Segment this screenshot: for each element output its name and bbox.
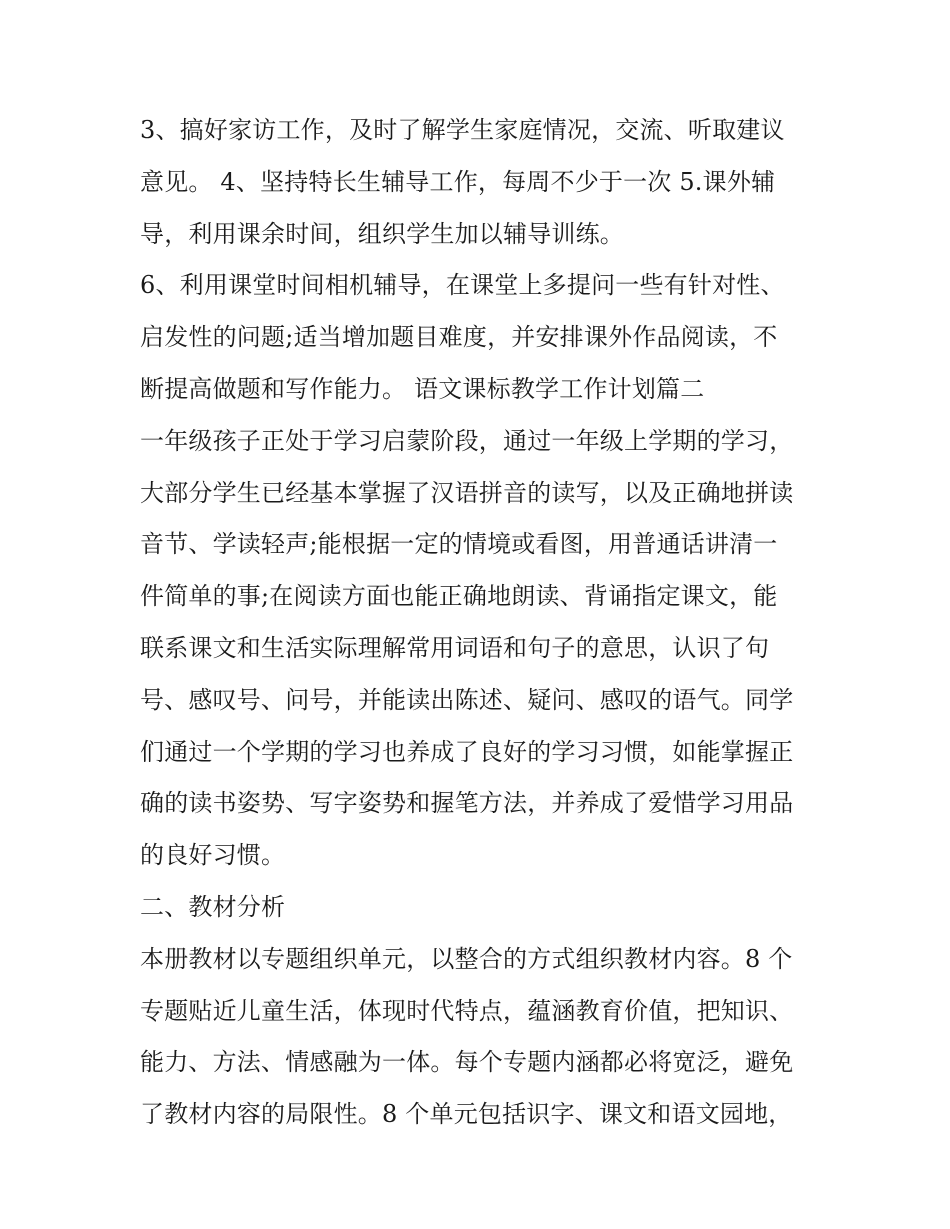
text-line: 确的读书姿势、写字姿势和握笔方法，并养成了爱惜学习用品 [140,789,794,818]
text-line: 的良好习惯。 [140,841,286,870]
text-line: 大部分学生已经基本掌握了汉语拼音的读写，以及正确地拼读 [140,478,794,507]
text-line: 能力、方法、情感融为一体。每个专题内涵都必将宽泛，避免 [140,1048,794,1077]
text-line: 了教材内容的局限性。8 个单元包括识字、课文和语文园地， [140,1100,793,1129]
text-line: 6、利用课堂时间相机辅导，在课堂上多提问一些有针对性、 [140,271,785,300]
text-line: 启发性的问题;适当增加题目难度，并安排课外作品阅读，不 [140,323,778,352]
text-line: 意见。 4、坚持特长生辅导工作，每周不少于一次 5.课外辅 [140,167,776,196]
text-line: 本册教材以专题组织单元，以整合的方式组织教材内容。8 个 [140,944,793,973]
text-line: 导，利用课余时间，组织学生加以辅导训练。 [140,219,624,248]
text-line: 一年级孩子正处于学习启蒙阶段，通过一年级上学期的学习， [140,426,794,455]
text-line: 件简单的事;在阅读方面也能正确地朗读、背诵指定课文，能 [140,582,778,611]
text-line: 联系课文和生活实际理解常用词语和句子的意思，认识了句 [140,633,770,662]
text-line: 号、感叹号、问号，并能读出陈述、疑问、感叹的语气。同学 [140,685,794,714]
text-line: 音节、学读轻声;能根据一定的情境或看图，用普通话讲清一 [140,530,778,559]
document-body [140,105,830,1141]
text-line: 们通过一个学期的学习也养成了良好的学习习惯，如能掌握正 [140,737,794,766]
section-heading: 二、教材分析 [140,892,286,921]
text-line: 断提高做题和写作能力。 语文课标教学工作计划篇二 [140,374,705,403]
text-line: 3、搞好家访工作，及时了解学生家庭情况，交流、听取建议 [140,116,785,144]
text-line: 专题贴近儿童生活，体现时代特点，蕴涵教育价值，把知识、 [140,996,794,1025]
